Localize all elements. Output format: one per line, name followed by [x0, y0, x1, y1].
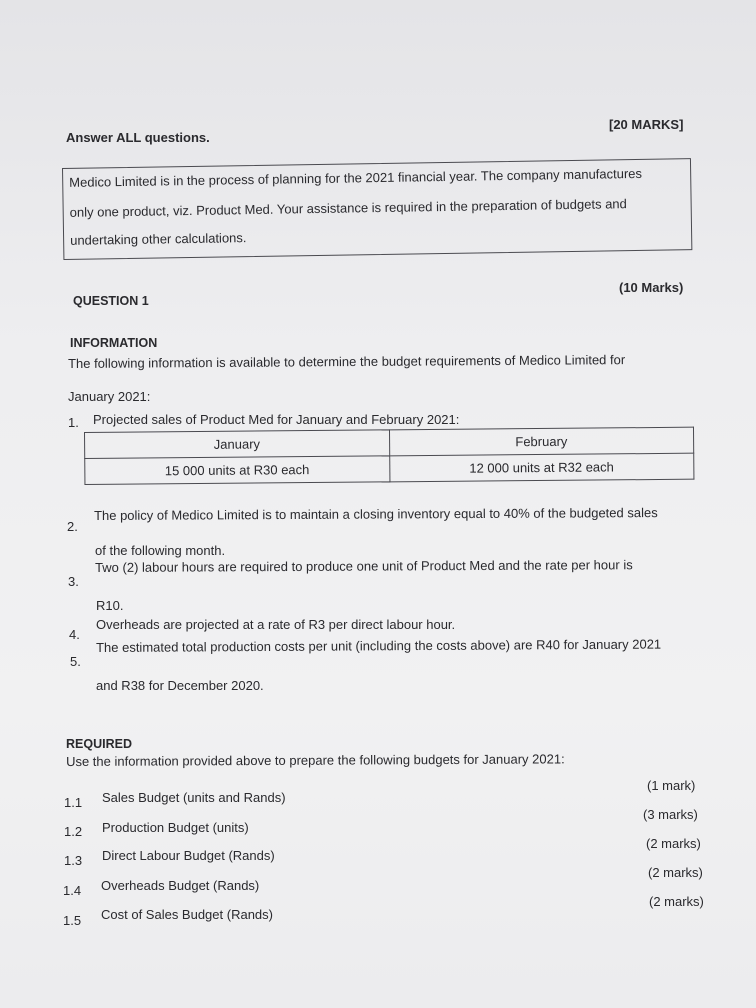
intro-line: undertaking other calculations.	[70, 230, 247, 248]
intro-box	[62, 158, 692, 260]
info-item-text: of the following month.	[95, 543, 226, 558]
total-marks: [20 MARKS]	[609, 117, 684, 132]
info-item-text: Overheads are projected at a rate of R3 per direct labour hour.	[96, 617, 456, 632]
information-heading: INFORMATION	[70, 336, 158, 350]
info-item-text: The estimated total production costs per unit (including the costs above) are R40 for January 2021	[96, 636, 662, 655]
required-item-label: Sales Budget (units and Rands)	[102, 790, 286, 805]
required-item-number: 1.1	[64, 795, 83, 810]
info-item-number: 4.	[69, 627, 80, 642]
required-item-marks: (2 marks)	[646, 836, 701, 851]
required-item-label: Direct Labour Budget (Rands)	[102, 848, 275, 863]
required-item-number: 1.3	[64, 853, 83, 868]
required-item-label: Cost of Sales Budget (Rands)	[101, 907, 273, 922]
intro-line: Medico Limited is in the process of planning for the 2021 financial year. The company manufactures	[69, 165, 643, 190]
required-item-number: 1.4	[63, 883, 82, 898]
intro-line: only one product, viz. Product Med. Your assistance is required in the preparation of budgets and	[69, 196, 627, 220]
table-header-february: February	[389, 427, 694, 456]
required-item-number: 1.5	[63, 913, 82, 928]
question-marks: (10 Marks)	[619, 280, 684, 295]
question-title: QUESTION 1	[73, 294, 149, 308]
info-item-text: R10.	[96, 598, 124, 613]
info-item-number: 3.	[68, 574, 79, 589]
table-cell-february: 12 000 units at R32 each	[389, 453, 694, 482]
required-item-number: 1.2	[64, 824, 83, 839]
table-row	[85, 453, 694, 484]
information-lead: January 2021:	[68, 389, 151, 404]
required-lead: Use the information provided above to prepare the following budgets for January 2021:	[66, 751, 565, 769]
info-item-number: 2.	[67, 519, 78, 534]
table-cell-january: 15 000 units at R30 each	[85, 456, 390, 485]
info-item-text: The policy of Medico Limited is to maintain a closing inventory equal to 40% of the budgeted sales	[94, 505, 658, 523]
sales-table	[84, 427, 694, 485]
required-item-label: Production Budget (units)	[102, 820, 249, 835]
required-item-label: Overheads Budget (Rands)	[101, 878, 260, 893]
required-item-marks: (3 marks)	[643, 807, 698, 822]
info-item-number: 5.	[70, 654, 81, 669]
required-item-marks: (1 mark)	[647, 778, 696, 793]
information-lead: The following information is available to determine the budget requirements of Medico Limited for	[68, 352, 626, 371]
required-item-marks: (2 marks)	[649, 894, 704, 909]
required-heading: REQUIRED	[66, 737, 132, 751]
info-item-number: 1.	[68, 415, 79, 430]
info-item-text: Two (2) labour hours are required to produce one unit of Product Med and the rate per hour is	[95, 557, 633, 575]
table-header-january: January	[85, 430, 390, 459]
instruction-text: Answer ALL questions.	[66, 130, 210, 145]
info-item-text: Projected sales of Product Med for January and February 2021:	[93, 412, 460, 427]
info-item-text: and R38 for December 2020.	[96, 678, 264, 693]
required-item-marks: (2 marks)	[648, 865, 703, 880]
